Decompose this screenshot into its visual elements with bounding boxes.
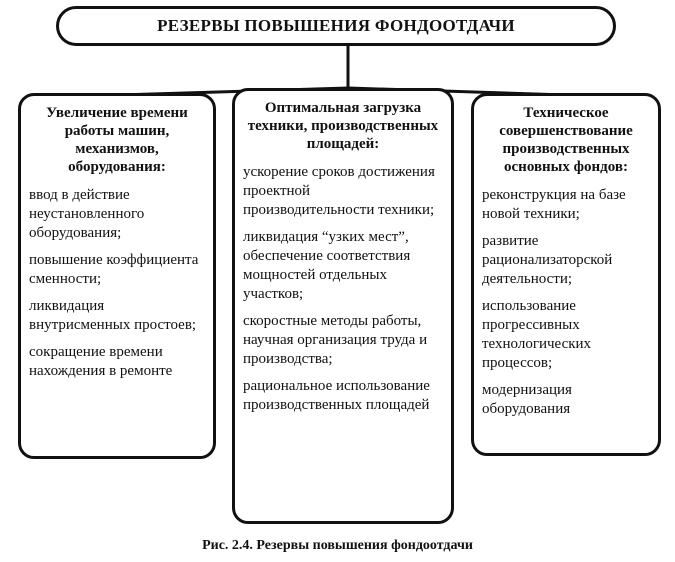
column-box-operating-time	[18, 93, 216, 459]
list-item: сокращение времени нахождения в ремонте	[29, 344, 173, 379]
column-box-technical-improvement	[471, 93, 661, 456]
column-box-optimal-load	[232, 88, 454, 524]
list-item: ввод в действие неустановленного оборудования;	[29, 187, 145, 241]
list-item: рациональное использование производственных площадей	[243, 378, 430, 413]
list-item: скоростные методы работы, научная организация труда и производства;	[243, 313, 428, 367]
diagram-title: РЕЗЕРВЫ ПОВЫШЕНИЯ ФОНДООТДАЧИ	[56, 6, 616, 46]
list-item: модернизация оборудования	[482, 382, 572, 417]
list-item: ликвидация “узких мест”, обеспечение соответствия мощностей отдельных участков;	[243, 229, 411, 302]
list-item: использование прогрессивных технологических процессов;	[482, 298, 592, 371]
list-item: реконструкция на базе новой техники;	[482, 187, 626, 222]
figure-caption: Рис. 2.4. Резервы повышения фондоотдачи	[202, 538, 473, 553]
list-item: ускорение сроков достижения проектной производительности техники;	[243, 164, 435, 218]
column-heading: Техническое совершенствование производственных основных фондов:	[499, 105, 633, 175]
list-item: повышение коэффициента сменности;	[29, 252, 199, 287]
list-item: развитие рационализаторской деятельности;	[482, 233, 613, 287]
column-heading: Увеличение времени работы машин, механизмов, оборудования:	[46, 105, 188, 175]
list-item: ликвидация внутрисменных простоев;	[29, 298, 197, 333]
column-heading: Оптимальная загрузка техники, производственных площадей:	[247, 100, 439, 152]
